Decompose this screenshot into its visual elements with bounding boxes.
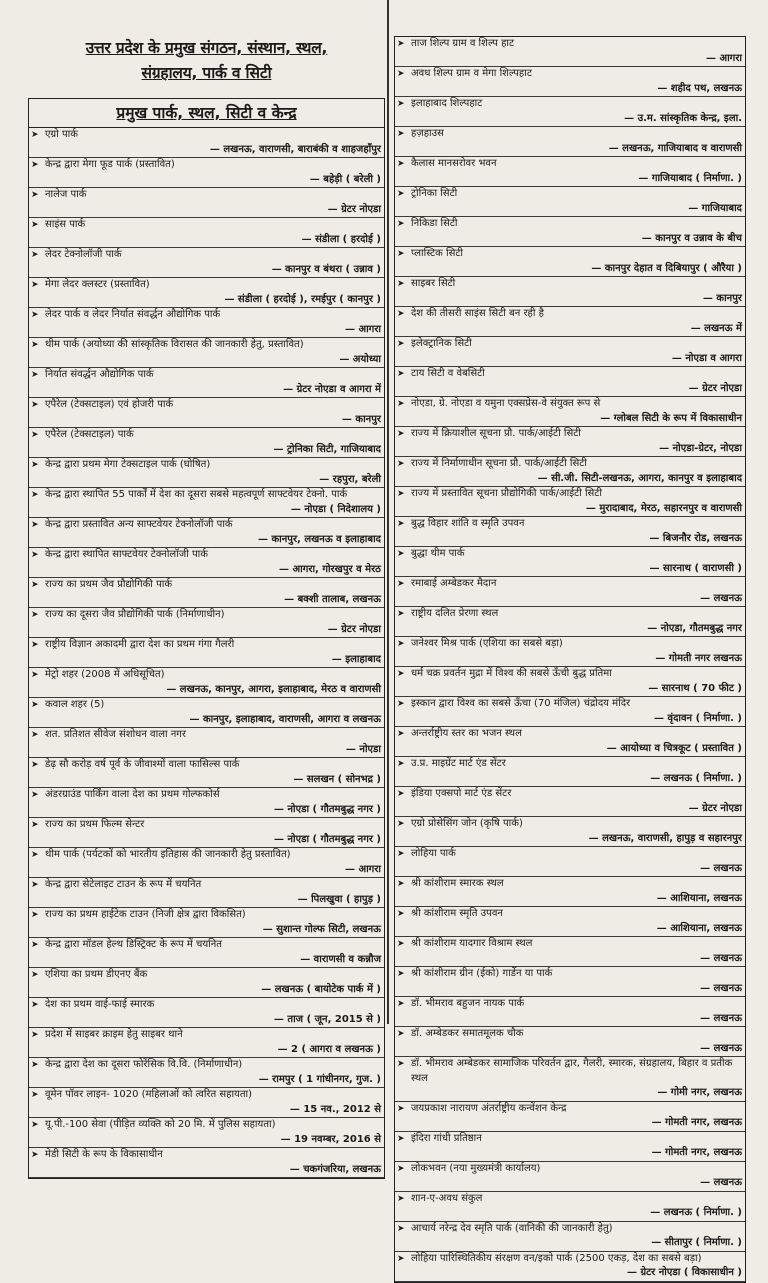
- fact-question: ➤ लोहिया पारिस्थितिकीय संरक्षण वन/इको पार्क (2500 एकड़, देश का सबसे बड़ा): [411, 1252, 702, 1264]
- fact-question: ➤ कैलास मानसरोवर भवन: [411, 158, 497, 169]
- fact-answer: — संडीला ( हरदोई ), रमईपुर ( कानपुर ): [224, 293, 381, 305]
- title-line-1: उत्तर प्रदेश के प्रमुख संगठन, संस्थान, स्थल,: [85, 39, 328, 57]
- fact-item: [395, 397, 745, 427]
- fact-question: ➤ थीम पार्क (अयोध्या की सांस्कृतिक विरासत की जानकारी हेतु, प्रस्तावित): [45, 339, 304, 350]
- left-fact-list: [28, 127, 385, 1179]
- fact-question: ➤ थीम पार्क (पर्यटकों को भारतीय इतिहास की जानकारी हेतु प्रस्तावित): [45, 849, 291, 860]
- fact-question: ➤ मेट्रो शहर (2008 में अधिसूचित): [45, 669, 165, 680]
- fact-question: ➤ केन्द्र द्वारा मॉडल हेल्थ डिस्ट्रिक्ट के रूप में चयनित: [45, 939, 222, 950]
- fact-answer: — नोएडा, गौतमबुद्ध नगर: [647, 622, 742, 634]
- fact-answer: — लखनऊ: [700, 982, 742, 994]
- fact-answer: — लखनऊ में: [690, 322, 742, 334]
- fact-question: ➤ एग्रो पार्क: [45, 129, 78, 140]
- fact-answer: — नोएडा ( निदेशालय ): [290, 503, 381, 515]
- fact-question: ➤ जनेश्वर मिश्र पार्क (एशिया का सबसे बड़ा): [411, 638, 563, 649]
- fact-item: [29, 818, 384, 848]
- fact-answer: — आशियाना, लखनऊ: [656, 922, 742, 934]
- fact-item: [395, 997, 745, 1027]
- fact-question: ➤ टाय सिटी व वेबसिटी: [411, 368, 485, 379]
- fact-question: ➤ धर्म चक्र प्रवर्तन मुद्रा में विश्व की सबसे ऊँची बुद्ध प्रतिमा: [411, 668, 612, 679]
- fact-question: ➤ श्री कांशीराम ग्रीन (ईको) गार्डेन या पार्क: [411, 968, 553, 979]
- fact-answer: — गोमती नगर लखनऊ: [655, 652, 742, 664]
- fact-answer: — कानपुर व बंथरा ( उन्नाव ): [271, 263, 381, 275]
- fact-answer: — गाजियाबाद ( निर्माणा. ): [638, 172, 742, 184]
- fact-answer: — लखनऊ: [700, 1177, 742, 1188]
- fact-item: [29, 458, 384, 488]
- fact-answer: — लखनऊ: [700, 592, 742, 604]
- fact-item: [29, 368, 384, 398]
- fact-answer: — ग्लोबल सिटी के रूप में विकासाधीन: [600, 412, 742, 424]
- fact-answer: — गोमती नगर, लखनऊ: [651, 1117, 742, 1128]
- fact-question: ➤ एपैरेल (टेक्सटाइल) पार्क: [45, 429, 134, 440]
- fact-answer: — कानपुर देहात व दिबियापुर ( औरैया ): [591, 262, 742, 274]
- fact-answer: — आगरा, गोरखपुर व मेरठ: [279, 563, 381, 575]
- left-column: [28, 0, 385, 1179]
- fact-question: ➤ साइबर सिटी: [411, 278, 456, 289]
- fact-question: ➤ नोएडा, ग्रे. नोएडा व यमुना एक्सप्रेस-वे संयुक्त रूप से: [411, 398, 601, 409]
- fact-answer: — सलखन ( सोनभद्र ): [293, 773, 381, 785]
- fact-question: ➤ देश की तीसरी साइंस सिटी बन रही है: [411, 308, 544, 319]
- fact-answer: — बहेड़ी ( बरेली ): [309, 173, 381, 185]
- fact-question: ➤ राज्य में क्रियाशील सूचना प्रौ. पार्क/आईटी सिटी: [411, 428, 581, 439]
- fact-answer: — लखनऊ, वाराणसी, हापुड़ व सहारनपुर: [588, 832, 742, 844]
- fact-answer: — कानपुर: [341, 413, 381, 425]
- fact-answer: — लखनऊ ( निर्माणा. ): [650, 1207, 742, 1218]
- fact-answer: — ताज ( जून, 2015 से ): [273, 1013, 381, 1025]
- fact-item: [395, 67, 745, 97]
- fact-item: [395, 517, 745, 547]
- fact-question: ➤ इंडिया एक्सपो मार्ट एंड सेंटर: [411, 788, 512, 799]
- fact-answer: — सीतापुर ( निर्माणा. ): [651, 1237, 742, 1248]
- fact-answer: — पिलखुवा ( हापुड़ ): [297, 893, 381, 905]
- fact-item: [29, 278, 384, 308]
- fact-question: ➤ बुद्ध विहार शांति व स्मृति उपवन: [411, 518, 525, 529]
- fact-item: [395, 757, 745, 787]
- fact-answer: — ग्रेटर नोएडा: [688, 382, 742, 394]
- fact-answer: — गोमी नगर, लखनऊ: [657, 1087, 742, 1098]
- fact-question: ➤ इलाहाबाद शिल्पहाट: [411, 98, 483, 109]
- fact-answer: — बिजनौर रोड, लखनऊ: [649, 532, 742, 544]
- fact-answer: — कानपुर: [702, 292, 742, 304]
- fact-answer: — नोएडा व आगरा: [671, 352, 742, 364]
- fact-question: ➤ इलेक्ट्रानिक सिटी: [411, 338, 472, 349]
- fact-item: [395, 1132, 745, 1162]
- fact-answer: — कानपुर, लखनऊ व इलाहाबाद: [257, 533, 381, 545]
- fact-question: ➤ राज्य में प्रस्तावित सूचना प्रौद्योगिकी पार्क/आईटी सिटी: [411, 488, 602, 499]
- fact-item: [29, 788, 384, 818]
- fact-answer: — अयोध्या: [339, 353, 381, 365]
- fact-question: ➤ देश का प्रथम वाई-फाई स्मारक: [45, 999, 155, 1010]
- fact-item: [29, 1028, 384, 1058]
- fact-item: [29, 1148, 384, 1178]
- fact-answer: — वृंदावन ( निर्माणा. ): [654, 712, 742, 724]
- fact-item: [29, 518, 384, 548]
- fact-question: ➤ शान-ए-अवध संकुल: [411, 1192, 483, 1204]
- fact-answer: — नोएडा: [345, 743, 381, 755]
- fact-question: ➤ जयप्रकाश नारायण अंतर्राष्ट्रीय कन्वेंशन केन्द्र: [411, 1102, 567, 1114]
- fact-question: ➤ राज्य में निर्माणाधीन सूचना प्रौ. पार्क/आईटी सिटी: [411, 458, 587, 469]
- fact-answer: — लखनऊ, गाजियाबाद व वाराणसी: [608, 142, 742, 154]
- fact-item: [395, 97, 745, 127]
- fact-item: [29, 338, 384, 368]
- fact-item: [395, 937, 745, 967]
- fact-question: ➤ ट्रोनिका सिटी: [411, 188, 458, 199]
- fact-answer: — नोएडा ( गौतमबुद्ध नगर ): [273, 833, 381, 845]
- fact-question: ➤ एपैरेल (टेक्सटाइल) एवं होजरी पार्क: [45, 399, 174, 410]
- fact-item: [395, 787, 745, 817]
- fact-item: [29, 968, 384, 998]
- fact-question: ➤ राष्ट्रीय विज्ञान अकादमी द्वारा देश का प्रथम गंगा गैलरी: [45, 639, 235, 650]
- fact-question: ➤ इस्कान द्वारा विश्व का सबसे ऊँचा (70 मंजिल) चंद्रोदय मंदिर: [411, 698, 631, 709]
- fact-question: ➤ डॉ. भीमराव बहुजन नायक पार्क: [411, 998, 525, 1009]
- fact-item: [29, 698, 384, 728]
- right-column: [394, 0, 746, 1283]
- fact-answer: — लखनऊ: [700, 1042, 742, 1054]
- fact-question: ➤ राज्य का प्रथम जैव प्रौद्योगिकी पार्क: [45, 579, 173, 590]
- fact-answer: — रहपुरा, बरेली: [319, 473, 381, 485]
- fact-question: ➤ वूमेन पॉवर लाइन- 1020 (महिलाओं को त्वरित सहायता): [45, 1089, 253, 1100]
- fact-item: [395, 1027, 745, 1057]
- fact-item: [29, 758, 384, 788]
- fact-question: ➤ बुद्धा थीम पार्क: [411, 548, 465, 559]
- fact-item: [29, 218, 384, 248]
- fact-answer: — गोमती नगर, लखनऊ: [651, 1147, 742, 1158]
- fact-item: [395, 187, 745, 217]
- fact-item: [29, 728, 384, 758]
- fact-item: [395, 157, 745, 187]
- fact-question: ➤ रमाबाई अम्बेडकर मैदान: [411, 578, 497, 589]
- fact-item: [395, 667, 745, 697]
- fact-answer: — उ.म. सांस्कृतिक केन्द्र, इला.: [624, 112, 742, 124]
- fact-question: ➤ मेगा लेदर क्लस्टर (प्रस्तावित): [45, 279, 150, 290]
- fact-question: ➤ आचार्य नरेन्द्र देव स्मृति पार्क (वानिकी की जानकारी हेतु): [411, 1222, 613, 1234]
- fact-answer: — लखनऊ ( बायोटेक पार्क में ): [261, 983, 381, 995]
- fact-item: [29, 308, 384, 338]
- fact-item: [395, 1192, 745, 1222]
- fact-answer: — लखनऊ: [700, 952, 742, 964]
- fact-answer: — आगरा: [705, 52, 742, 64]
- fact-question: ➤ लोहिया पार्क: [411, 848, 456, 859]
- fact-item: [29, 878, 384, 908]
- fact-item: [395, 307, 745, 337]
- fact-question: ➤ निकिडा सिटी: [411, 218, 458, 229]
- fact-item: [395, 1057, 745, 1102]
- fact-question: ➤ केन्द्र द्वारा सेटेलाइट टाउन के रूप में चयनित: [45, 879, 202, 890]
- fact-answer: — आशियाना, लखनऊ: [656, 892, 742, 904]
- fact-answer: — चकगंजरिया, लखनऊ: [289, 1163, 381, 1175]
- fact-question: ➤ केन्द्र द्वारा प्रस्तावित अन्य साफ्टवेयर टेक्नोलॉजी पार्क: [45, 519, 233, 530]
- fact-answer: — आगरा: [344, 323, 381, 335]
- fact-question: ➤ अंडरग्राउंड पार्किंग वाला देश का प्रथम गोल्फकोर्स: [45, 789, 220, 800]
- fact-question: ➤ मेडी सिटी के रूप के विकासाधीन: [45, 1149, 163, 1160]
- fact-answer: — नोएडा ( गौतमबुद्ध नगर ): [273, 803, 381, 815]
- fact-item: [29, 428, 384, 458]
- fact-answer: — मुरादाबाद, मेरठ, सहारनपुर व वाराणसी: [585, 502, 742, 514]
- fact-item: [395, 247, 745, 277]
- fact-answer: — बक्शी तालाब, लखनऊ: [284, 593, 381, 605]
- fact-question: ➤ श्री कांशीराम यादगार विश्राम स्थल: [411, 938, 533, 949]
- fact-item: [395, 37, 745, 67]
- fact-item: [395, 727, 745, 757]
- fact-item: [29, 578, 384, 608]
- fact-item: [29, 128, 384, 158]
- fact-answer: — सारनाथ ( वाराणसी ): [649, 562, 742, 574]
- fact-question: ➤ यू.पी.-100 सेवा (पीड़ित व्यक्ति को 20 मि. में पुलिस सहायता): [45, 1119, 276, 1130]
- fact-answer: — कानपुर व उन्नाव के बीच: [641, 232, 742, 244]
- fact-question: ➤ इंदिरा गांधी प्रतिष्ठान: [411, 1132, 482, 1144]
- fact-answer: — ग्रेटर नोएडा: [688, 802, 742, 814]
- fact-question: ➤ डेढ़ सौ करोड़ वर्ष पूर्व के जीवाश्मों वाला फासिल्स पार्क: [45, 759, 240, 770]
- fact-answer: — इलाहाबाद: [331, 653, 381, 665]
- fact-item: [395, 607, 745, 637]
- fact-item: [29, 488, 384, 518]
- fact-answer: — ग्रेटर नोएडा ( विकासाधीन ): [627, 1267, 742, 1278]
- fact-question: ➤ लेदर पार्क व लेदर निर्यात संवर्द्धन औद्योगिक पार्क: [45, 309, 221, 320]
- fact-answer: — आयोध्या व चित्रकूट ( प्रस्तावित ): [606, 742, 742, 754]
- fact-question: ➤ ताज शिल्प ग्राम व शिल्प हाट: [411, 38, 515, 49]
- fact-item: [29, 1088, 384, 1118]
- fact-item: [29, 908, 384, 938]
- fact-answer: — सारनाथ ( 70 फीट ): [648, 682, 742, 694]
- fact-item: [29, 1058, 384, 1088]
- fact-item: [29, 668, 384, 698]
- fact-item: [395, 1162, 745, 1192]
- fact-question: ➤ हज़हाउस: [411, 128, 444, 139]
- fact-item: [395, 367, 745, 397]
- fact-answer: — 15 नव., 2012 से: [289, 1103, 381, 1115]
- fact-question: ➤ एशिया का प्रथम डीएनए बैंक: [45, 969, 148, 980]
- column-divider: [387, 0, 389, 1024]
- fact-question: ➤ राज्य का दूसरा जैव प्रौद्योगिकी पार्क (निर्माणाधीन): [45, 609, 225, 620]
- fact-item: [395, 877, 745, 907]
- fact-item: [395, 457, 745, 487]
- fact-question: ➤ नालेज पार्क: [45, 189, 87, 200]
- fact-answer: — गाजियाबाद: [688, 202, 742, 214]
- fact-answer: — वाराणसी व कन्नौज: [300, 953, 381, 965]
- fact-question: ➤ राज्य का प्रथम फिल्म सेन्टर: [45, 819, 145, 830]
- fact-item: [395, 1252, 745, 1282]
- fact-question: ➤ उ.प्र. माइग्रेंट मार्ट एंड सेंटर: [411, 758, 506, 769]
- fact-item: [29, 608, 384, 638]
- fact-item: [395, 697, 745, 727]
- fact-item: [395, 817, 745, 847]
- fact-item: [395, 127, 745, 157]
- fact-answer: — लखनऊ ( निर्माणा. ): [650, 772, 742, 784]
- fact-question: ➤ साइंस पार्क: [45, 219, 86, 230]
- fact-item: [395, 967, 745, 997]
- fact-item: [29, 848, 384, 878]
- fact-question: ➤ राष्ट्रीय दलित प्रेरणा स्थल: [411, 608, 499, 619]
- fact-item: [29, 158, 384, 188]
- fact-answer: — संडीला ( हरदोई ): [301, 233, 381, 245]
- fact-question: ➤ अवध शिल्प ग्राम व मेगा शिल्पहाट: [411, 68, 532, 79]
- fact-item: [395, 847, 745, 877]
- fact-question: ➤ श्री कांशीराम स्मारक स्थल: [411, 878, 504, 889]
- fact-question: ➤ केन्द्र द्वारा स्थापित 55 पार्कों में देश का दूसरा सबसे महत्वपूर्ण साफ्टवेयर टेक्नो. पार्क: [45, 489, 348, 500]
- fact-item: [29, 188, 384, 218]
- fact-item: [29, 1118, 384, 1148]
- right-fact-list: [394, 36, 746, 1283]
- fact-question: ➤ केन्द्र द्वारा देश का दूसरा फोरेंसिक वि.वि. (निर्माणाधीन): [45, 1059, 243, 1070]
- fact-answer: — 19 नवम्बर, 2016 से: [280, 1133, 381, 1145]
- fact-item: [29, 398, 384, 428]
- fact-item: [395, 337, 745, 367]
- fact-item: [395, 487, 745, 517]
- fact-item: [395, 1102, 745, 1132]
- fact-question: ➤ प्रदेश में साइबर क्राइम हेतु साइबर थाने: [45, 1029, 183, 1040]
- fact-answer: — रामपुर ( 1 गांधीनगर, गुज. ): [258, 1073, 381, 1085]
- fact-question: ➤ लेदर टेक्नोलॉजी पार्क: [45, 249, 122, 260]
- fact-answer: — लखनऊ, वाराणसी, बाराबंकी व शाहजहाँपुर: [209, 143, 381, 155]
- fact-question: ➤ निर्यात संवर्द्धन औद्योगिक पार्क: [45, 369, 154, 380]
- fact-question: ➤ कवाल शहर (5): [45, 699, 105, 710]
- fact-item: [29, 638, 384, 668]
- fact-answer: — आगरा: [344, 863, 381, 875]
- fact-answer: — ग्रेटर नोएडा: [327, 623, 381, 635]
- fact-question: ➤ डॉ. भीमराव अम्बेडकर सामाजिक परिवर्तन द्वार, गैलरी, स्मारक, संग्रहालय, बिहार व प्रतीक स्थल: [411, 1058, 733, 1084]
- fact-item: [395, 277, 745, 307]
- box-heading-text: प्रमुख पार्क, स्थल, सिटी व केन्द्र: [116, 104, 297, 122]
- fact-answer: — लखनऊ: [700, 862, 742, 874]
- fact-answer: — ग्रेटर नोएडा: [327, 203, 381, 215]
- fact-question: ➤ अन्तर्राष्ट्रीय स्तर का भजन स्थल: [411, 728, 522, 739]
- fact-question: ➤ केन्द्र द्वारा प्रथम मेगा टेक्सटाइल पार्क (घोषित): [45, 459, 211, 470]
- fact-question: ➤ केन्द्र द्वारा स्थापित साफ्टवेयर टेक्नोलॉजी पार्क: [45, 549, 208, 560]
- fact-question: ➤ श्री कांशीराम स्मृति उपवन: [411, 908, 503, 919]
- fact-answer: — लखनऊ: [700, 1012, 742, 1024]
- fact-item: [395, 1222, 745, 1252]
- fact-item: [395, 217, 745, 247]
- fact-item: [395, 427, 745, 457]
- box-heading: [28, 98, 385, 127]
- fact-question: ➤ राज्य का प्रथम हाईटेक टाउन (निजी क्षेत्र द्वारा विकसित): [45, 909, 246, 920]
- fact-question: ➤ केन्द्र द्वारा मेगा फूड पार्क (प्रस्तावित): [45, 159, 175, 170]
- fact-answer: — कानपुर, इलाहाबाद, वाराणसी, आगरा व लखनऊ: [189, 713, 381, 725]
- fact-item: [29, 248, 384, 278]
- fact-answer: — ग्रेटर नोएडा व आगरा में: [283, 383, 381, 395]
- fact-item: [395, 547, 745, 577]
- fact-answer: — सी.जी. सिटी-लखनऊ, आगरा, कानपुर व इलाहाबाद: [537, 472, 742, 484]
- fact-answer: — शहीद पथ, लखनऊ: [657, 82, 742, 94]
- fact-answer: — नोएडा-ग्रेटर, नोएडा: [659, 442, 742, 454]
- fact-item: [29, 548, 384, 578]
- fact-question: ➤ एग्रो प्रोसेसिंग जोन (कृषि पार्क): [411, 818, 523, 829]
- fact-item: [29, 938, 384, 968]
- fact-answer: — सुशान्त गोल्फ सिटी, लखनऊ: [262, 923, 381, 935]
- fact-item: [395, 637, 745, 667]
- fact-answer: — 2 ( आगरा व लखनऊ ): [277, 1043, 381, 1055]
- fact-question: ➤ लोकभवन (नया मुख्यमंत्री कार्यालय): [411, 1162, 541, 1174]
- fact-item: [395, 907, 745, 937]
- page-title: [28, 0, 385, 86]
- fact-question: ➤ शत. प्रतिशत सीवेज संशोधन वाला नगर: [45, 729, 187, 740]
- fact-item: [395, 577, 745, 607]
- fact-question: ➤ डॉ. अम्बेडकर समातमूलक चौक: [411, 1028, 524, 1039]
- fact-answer: — लखनऊ, कानपुर, आगरा, इलाहाबाद, मेरठ व वाराणसी: [166, 683, 381, 695]
- fact-answer: — ट्रोनिका सिटी, गाजियाबाद: [273, 443, 381, 455]
- fact-question: ➤ प्लास्टिक सिटी: [411, 248, 463, 259]
- title-line-2: संग्रहालय, पार्क व सिटी: [141, 64, 272, 82]
